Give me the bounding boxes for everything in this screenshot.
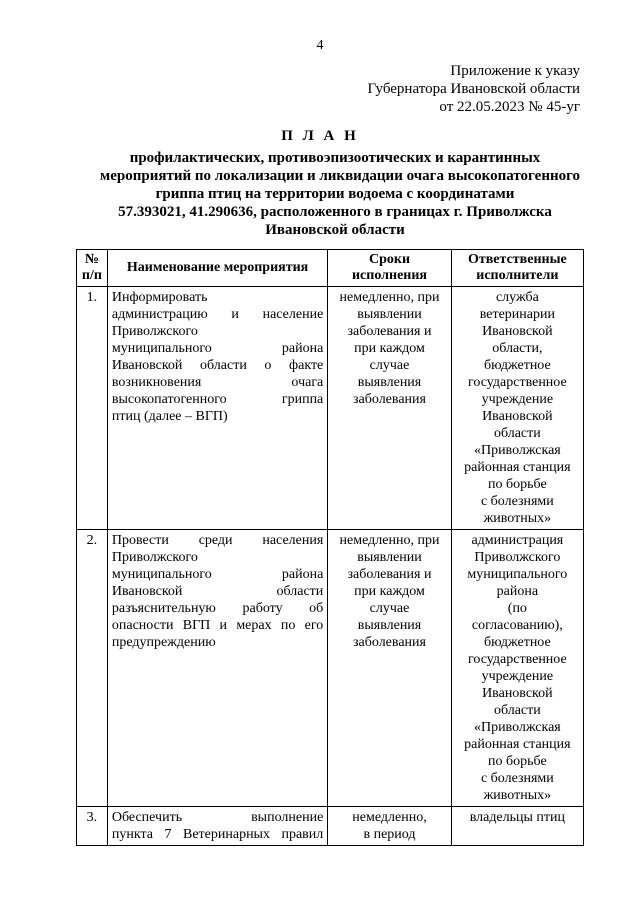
responsible-line: района: [496, 584, 539, 599]
subtitle-line: Ивановской области: [265, 222, 405, 238]
responsible-line: государственное: [468, 375, 567, 390]
activity-line: разъяснительную работу об: [111, 601, 324, 616]
responsible-line: области: [493, 426, 541, 441]
responsible-line: согласованию),: [471, 618, 563, 633]
activity-line: Приволжского: [111, 550, 198, 565]
activity-line: предупреждению: [111, 635, 216, 650]
header-activity: [107, 250, 327, 287]
header-text: Сроки: [368, 252, 411, 267]
deadline-line: выявлении: [357, 307, 422, 322]
responsible-line: учреждение: [481, 392, 554, 407]
table-row: [77, 530, 584, 807]
responsible-line: государственное: [468, 652, 567, 667]
activity-line: Обеспечить выполнение: [111, 810, 324, 825]
subtitle-line: гриппа птиц на территории водоема с координатами: [155, 186, 515, 202]
deadline-cell: [328, 530, 451, 807]
responsible-line: «Приволжская: [473, 720, 561, 735]
responsible-line: по борьбе: [488, 754, 547, 769]
header-text: Ответственные: [467, 252, 567, 267]
deadline-line: случае: [369, 358, 410, 373]
subtitle-line: профилактических, противоэпизоотических и карантинных: [129, 150, 541, 166]
responsible-line: области: [493, 703, 541, 718]
activity-line: возникновения очага: [111, 375, 324, 390]
responsible-line: служба: [495, 290, 539, 305]
deadline-line: случае: [369, 601, 410, 616]
responsible-cell: [451, 807, 583, 846]
appendix-line: от 22.05.2023 № 45-уг: [439, 99, 580, 115]
activity-line: Информировать: [111, 290, 208, 305]
responsible-line: «Приволжская: [473, 443, 561, 458]
deadline-line: при каждом: [354, 341, 425, 356]
deadline-line: выявления: [357, 375, 422, 390]
header-text: №: [84, 252, 99, 267]
subtitle-line: 57.393021, 41.290636, расположенного в границах г. Приволжска: [118, 204, 552, 220]
responsible-line: области,: [492, 341, 543, 356]
responsible-line: с болезнями: [480, 771, 554, 786]
responsible-line: бюджетное: [484, 635, 551, 650]
row-number: 3.: [77, 807, 108, 846]
deadline-line: при каждом: [354, 584, 425, 599]
responsible-line: с болезнями: [480, 494, 554, 509]
responsible-line: Ивановской: [482, 409, 553, 424]
responsible-line: ветеринарии: [479, 307, 555, 322]
deadline-line: в период: [363, 827, 416, 842]
table-row: [77, 287, 584, 530]
responsible-line: муниципального: [467, 567, 568, 582]
responsible-cell: [451, 530, 583, 807]
row-number: 2.: [77, 530, 108, 807]
activity-cell: [107, 287, 327, 530]
subtitle-line: мероприятий по локализации и ликвидации очага высокопатогенного: [100, 168, 581, 184]
responsible-line: (по: [507, 601, 527, 616]
deadline-cell: [328, 807, 451, 846]
deadline-line: выявления: [357, 618, 422, 633]
appendix-line: Приложение к указу: [450, 63, 580, 79]
activity-cell: [107, 807, 327, 846]
deadline-line: заболевания: [353, 392, 426, 407]
activity-line: Ивановской области о факте: [111, 358, 324, 373]
responsible-line: учреждение: [481, 669, 554, 684]
header-deadline: [328, 250, 451, 287]
deadline-cell: [328, 287, 451, 530]
responsible-line: владельцы птиц: [469, 810, 566, 825]
deadline-line: немедленно,: [352, 810, 427, 825]
responsible-line: бюджетное: [484, 358, 551, 373]
deadline-line: немедленно, при: [339, 533, 440, 548]
responsible-line: Ивановской: [482, 686, 553, 701]
header-text: п/п: [81, 268, 102, 283]
activity-line: опасности ВГП и мерах по его: [111, 618, 324, 633]
activity-cell: [107, 530, 327, 807]
activity-line: муниципального района: [111, 341, 324, 356]
table-header-row: [77, 250, 584, 287]
responsible-cell: [451, 287, 583, 530]
plan-table: [76, 249, 584, 846]
responsible-line: животных»: [483, 511, 552, 526]
responsible-line: животных»: [483, 788, 552, 803]
deadline-line: выявлении: [357, 550, 422, 565]
page-number: 4: [316, 38, 324, 53]
row-number: 1.: [77, 287, 108, 530]
activity-line: администрацию и население: [111, 307, 324, 322]
activity-line: высокопатогенного гриппа: [111, 392, 324, 407]
header-text: исполнители: [476, 268, 559, 283]
activity-line: муниципального района: [111, 567, 324, 582]
header-responsible: [451, 250, 583, 287]
header-number: [77, 250, 108, 287]
activity-line: Приволжского: [111, 324, 198, 339]
appendix-reference: [367, 62, 580, 116]
activity-line: Провести среди населения: [111, 533, 324, 548]
table-row: [77, 807, 584, 846]
responsible-line: районная станция: [464, 737, 571, 752]
header-text: Наименование мероприятия: [126, 260, 309, 275]
deadline-line: заболевания и: [347, 324, 432, 339]
deadline-line: немедленно, при: [339, 290, 440, 305]
document-subtitle: [100, 149, 581, 239]
responsible-line: по борьбе: [488, 477, 547, 492]
header-text: исполнения: [351, 268, 427, 283]
responsible-line: администрация: [471, 533, 564, 548]
responsible-line: районная станция: [464, 460, 571, 475]
activity-line: птиц (далее – ВГП): [111, 409, 228, 424]
document-title: П Л А Н: [281, 128, 359, 144]
responsible-line: Приволжского: [474, 550, 561, 565]
deadline-line: заболевания и: [347, 567, 432, 582]
responsible-line: Ивановской: [482, 324, 553, 339]
activity-line: пункта 7 Ветеринарных правил: [111, 827, 324, 842]
deadline-line: заболевания: [353, 635, 426, 650]
appendix-line: Губернатора Ивановской области: [367, 81, 580, 97]
activity-line: Ивановской области: [111, 584, 324, 599]
